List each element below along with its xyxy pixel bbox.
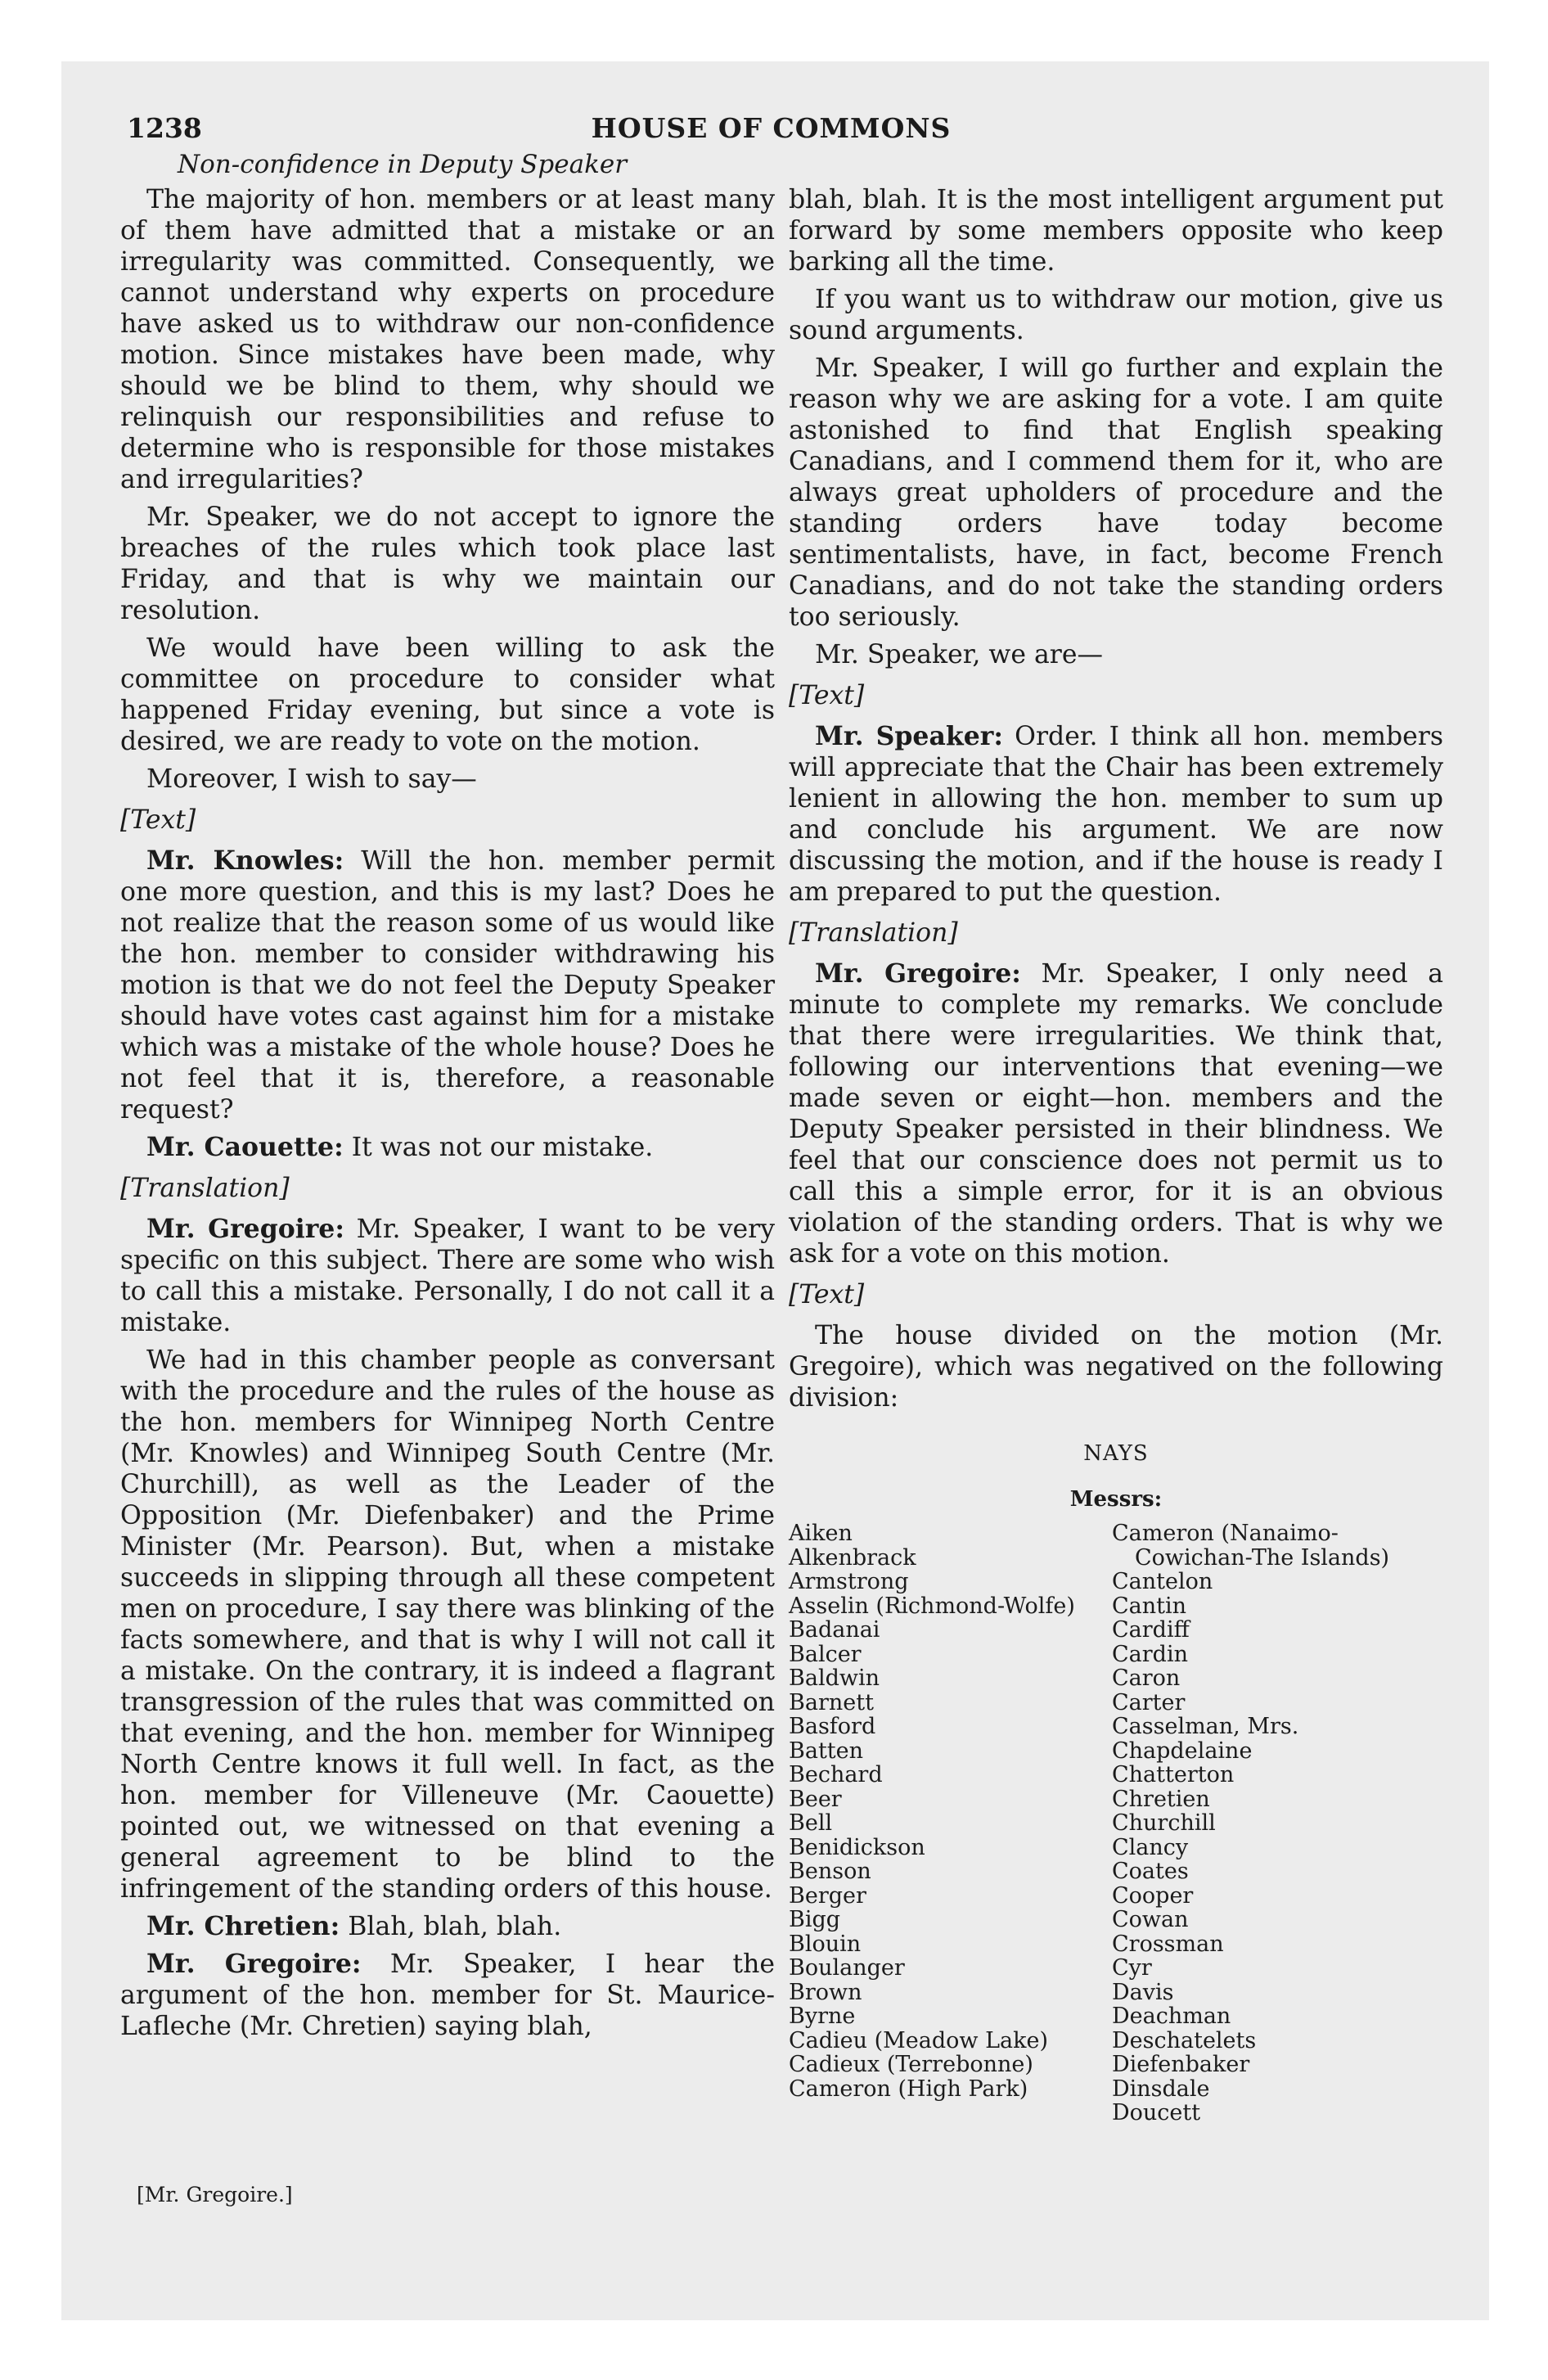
member-name: Crossman (1112, 1931, 1224, 1957)
member-name: Armstrong (789, 1569, 909, 1594)
member-name: Doucett (1112, 2100, 1201, 2125)
paragraph (789, 353, 1443, 633)
member-name: Casselman, Mrs. (1112, 1714, 1299, 1739)
member-name: Cardiff (1112, 1617, 1190, 1643)
member-name: Cadieu (Meadow Lake) (789, 2027, 1049, 2053)
page-number: 1238 (127, 112, 202, 144)
member-name: Aiken (789, 1521, 853, 1546)
paragraph-text: Will the hon. member permit one more question, and this is my last? Does he not realize that the reason some of us would like the hon. member to consider withdrawing his motion is that we do not feel the Deputy Speaker should have votes cast against him for a mistake which was a mistake of the whole house? Does he not feel that it is, therefore, a reasonable request? (120, 846, 775, 1125)
section-marker: [Translation] (789, 918, 958, 948)
paragraph (120, 1911, 775, 1942)
paragraph (120, 1345, 775, 1904)
member-name: Berger (789, 1882, 866, 1909)
paragraph (789, 1320, 1443, 1413)
section-marker: [Text] (789, 1280, 865, 1309)
speaker-name: Mr. Gregoire: (146, 1949, 362, 1979)
member-name: Chapdelaine (1112, 1738, 1253, 1764)
member-name: Cardin (1112, 1641, 1188, 1667)
names-column-2 (1112, 1521, 1443, 2125)
paragraph (789, 958, 1443, 1269)
section-marker: [Translation] (120, 1174, 290, 1203)
member-name: Benson (789, 1859, 871, 1884)
member-name: Bell (789, 1810, 833, 1836)
member-name: Baldwin (789, 1666, 880, 1691)
paragraph-text: It was not our mistake. (351, 1133, 654, 1162)
member-name: Alkenbrack (789, 1544, 916, 1571)
paragraph-text: Mr. Speaker, I want to be very specific on this subject. There are some who wish to call this a mistake. Personally, I do not call it a mistake. (120, 1215, 775, 1337)
paragraph-text: blah, blah. It is the most intelligent argument put forward by some members opposite who keep barking all the time. (789, 185, 1443, 277)
speaker-name: Mr. Knowles: (146, 845, 344, 876)
member-name: Diefenbaker (1112, 2052, 1250, 2077)
member-name: Bigg (789, 1907, 841, 1932)
member-name: Deachman (1112, 2004, 1231, 2029)
member-name: Coates (1112, 1859, 1189, 1884)
paragraph-text: Blah, blah, blah. (348, 1912, 562, 1941)
member-name: Bechard (789, 1762, 883, 1787)
paragraph-text: The majority of hon. members or at least many of them have admitted that a mistake or an irregularity was committed. Consequently, we cannot understand why experts on procedure have asked us to withdraw our non-confidence motion. Since mistakes have been made, why should we be blind to them, why should we relinquish our responsibilities and refuse to determine who is responsible for those mistakes and irregularities? (120, 185, 775, 494)
member-name: Carter (1112, 1689, 1186, 1715)
speaker-name: Mr. Caouette: (146, 1132, 344, 1162)
paragraph-text: We had in this chamber people as conversant with the procedure and the rules of the house as the hon. members for Winnipeg North Centre (Mr. Knowles) and Winnipeg South Centre (Mr. Churchill), as well as the Leader of the Opposition (Mr. Diefenbaker) and the Prime Minister (Mr. Pearson). But, when a mistake succeeds in slipping through all these competent men on procedure, I say there was blinking of the facts somewhere, and that is why I will not call it a mistake. On the contrary, it is indeed a flagrant transgression of the rules that was committed on that evening, and the hon. member for Winnipeg North Centre knows it full well. In fact, as the hon. member for Villeneuve (Mr. Caouette) pointed out, we witnessed on that evening a general agreement to be blind to the infringement of the standing orders of this house. (120, 1346, 775, 1904)
paragraph (120, 184, 775, 495)
right-column-text (789, 184, 1443, 1413)
member-name: Cameron (Nanaimo-Cowichan-The Islands) (1112, 1521, 1390, 1571)
division-names (789, 1521, 1443, 2125)
member-name: Caron (1112, 1666, 1181, 1691)
member-name: Deschatelets (1112, 2027, 1257, 2053)
paragraph (120, 1214, 775, 1338)
member-name: Churchill (1112, 1810, 1216, 1836)
speaker-name: Mr. Gregoire: (146, 1214, 344, 1244)
member-name: Clancy (1112, 1834, 1189, 1860)
member-name: Cooper (1112, 1882, 1194, 1909)
member-name: Chretien (1112, 1786, 1210, 1812)
paragraph-text: We would have been willing to ask the committee on procedure to consider what happened Friday evening, but since a vote is desired, we are ready to vote on the motion. (120, 633, 775, 756)
paragraph (120, 1132, 775, 1163)
names-column-1 (789, 1521, 1112, 2125)
member-name: Brown (789, 1979, 862, 2005)
member-name: Basford (789, 1714, 876, 1739)
paragraph (120, 1949, 775, 2042)
member-name: Cantin (1112, 1593, 1187, 1619)
member-name: Chatterton (1112, 1762, 1235, 1787)
speaker-name: Mr. Speaker: (815, 721, 1003, 751)
paragraph-text: Mr. Speaker, I hear the argument of the hon. member for St. Maurice-Lafleche (Mr. Chretien) saying blah, (120, 1950, 776, 2041)
paragraph-text: If you want us to withdraw our motion, give us sound arguments. (789, 285, 1443, 345)
left-column (120, 184, 775, 2049)
paragraph-text: Mr. Speaker, we do not accept to ignore the breaches of the rules which took place last Friday, and that is why we maintain our resolution. (120, 503, 775, 625)
division-messrs: Messrs: (1069, 1487, 1163, 1512)
paragraph-text: The house divided on the motion (Mr. Gregoire), which was negatived on the following division: (789, 1321, 1443, 1413)
division-title: NAYS (1083, 1441, 1149, 1466)
member-name: Cowan (1112, 1907, 1189, 1932)
running-title: HOUSE OF COMMONS (591, 112, 952, 144)
paragraph (789, 639, 1443, 670)
section-marker: [Text] (120, 805, 196, 835)
paragraph-text: Mr. Speaker, I will go further and explain the reason why we are asking for a vote. I am quite astonished to find that English speaking Canadians, and I commend them for it, who are always great upholders of procedure and the standing orders have today become sentimentalists, have, in fact, become French Canadians, and do not take the standing orders too seriously. (789, 354, 1443, 632)
speaker-name: Mr. Chretien: (146, 1911, 340, 1941)
member-name: Blouin (789, 1931, 862, 1957)
footnote: [Mr. Gregoire.] (137, 2183, 293, 2206)
member-name: Cyr (1112, 1955, 1152, 1981)
paragraph-text: Mr. Speaker, I only need a minute to complete my remarks. We conclude that there were irregularities. We think that, following our interventions that evening—we made seven or eight—hon. members and the Deputy Speaker persisted in their blindness. We feel that our conscience does not permit us to call this a simple error, for it is an obvious violation of the standing orders. That is why we ask for a vote on this motion. (789, 959, 1443, 1269)
page-header (127, 112, 1415, 148)
speaker-name: Mr. Gregoire: (815, 958, 1021, 989)
section-subtitle: Non-confidence in Deputy Speaker (178, 150, 628, 179)
paragraph (789, 184, 1443, 277)
member-name: Cadieux (Terrebonne) (789, 2052, 1033, 2077)
paragraph-text: Moreover, I wish to say— (146, 764, 477, 794)
member-name: Cameron (High Park) (789, 2076, 1028, 2102)
member-name: Davis (1112, 1979, 1174, 2005)
paragraph (120, 764, 775, 795)
document-page (61, 61, 1489, 2320)
paragraph-text: Mr. Speaker, we are— (815, 640, 1103, 669)
member-name: Benidickson (789, 1834, 925, 1860)
member-name: Dinsdale (1112, 2076, 1210, 2102)
paragraph-text: Order. I think all hon. members will appreciate that the Chair has been extremely lenient in allowing the hon. member to sum up and conclude his argument. We are now discussing the motion, and if the house is ready I am prepared to put the question. (789, 722, 1444, 907)
member-name: Byrne (789, 2004, 856, 2029)
right-column (789, 184, 1443, 2125)
member-name: Batten (789, 1738, 864, 1764)
paragraph (789, 721, 1443, 908)
section-marker: [Text] (789, 681, 865, 710)
member-name: Badanai (789, 1617, 880, 1643)
paragraph (120, 502, 775, 626)
paragraph (120, 633, 775, 757)
member-name: Barnett (789, 1689, 874, 1715)
paragraph (789, 284, 1443, 346)
paragraph (120, 845, 775, 1125)
member-name: Asselin (Richmond-Wolfe) (789, 1593, 1075, 1619)
member-name: Cantelon (1112, 1569, 1213, 1594)
member-name: Boulanger (789, 1955, 905, 1981)
member-name: Balcer (789, 1641, 862, 1667)
member-name: Beer (789, 1786, 842, 1812)
